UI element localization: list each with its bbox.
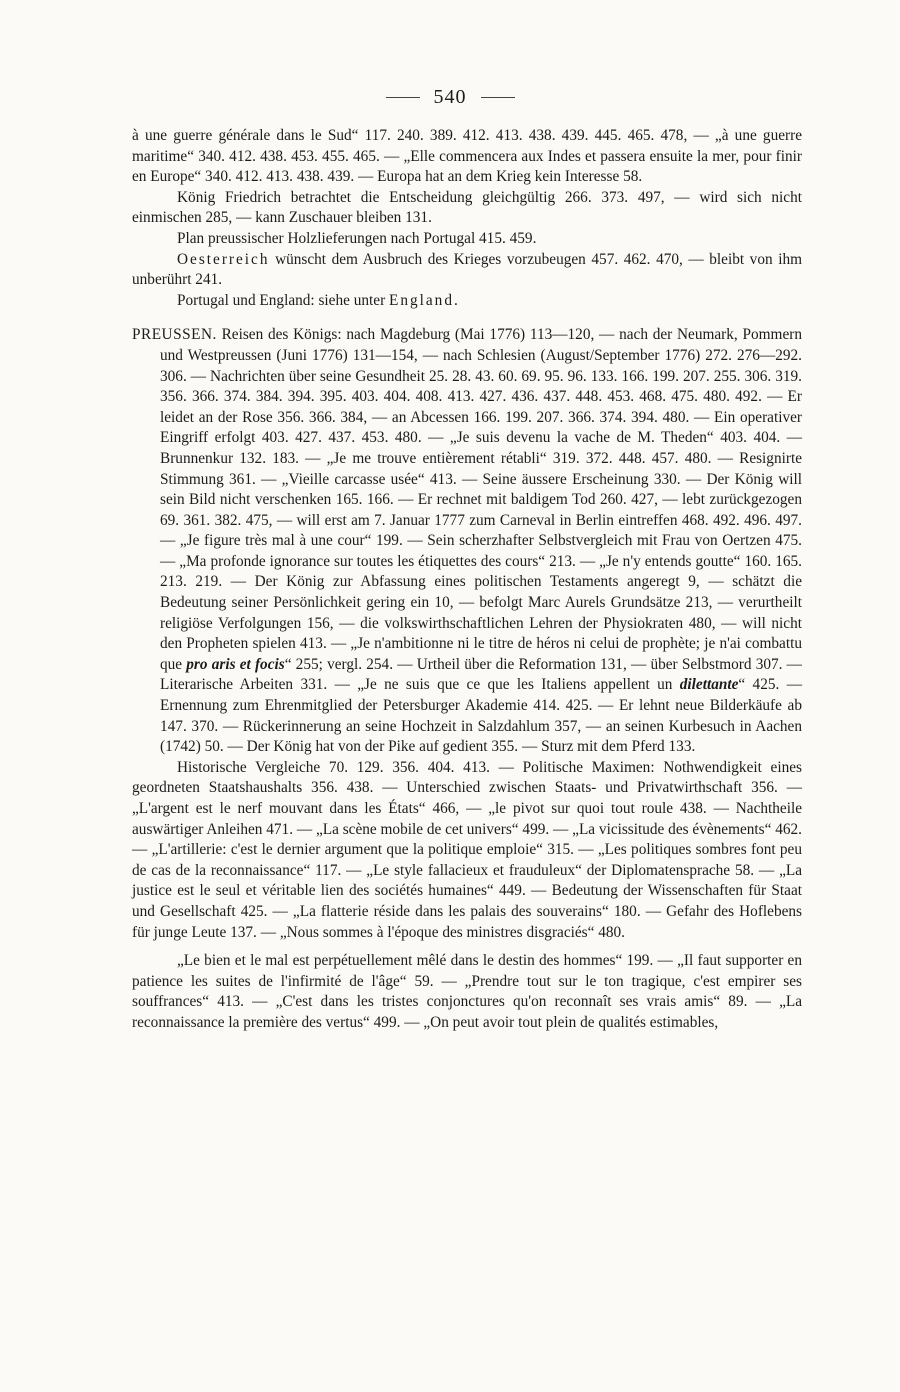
paragraph-historische-vergleiche: Historische Vergleiche 70. 129. 356. 404. 413. — Politische Maximen: Nothwendigkeit eines geordneten Staatshaushalts 356. 438. — Unterschied zwischen Staats- und Privatwirthschaft 356. — „L'argent est le nerf mouvant dans les États“ 466, — „le pivot sur quoi tout roule 438. — Nachtheile auswärtiger Anleihen 471. — „La scène mobile de cet univers“ 499. — „La vicissitude des évènements“ 462. — „L'artillerie: c'est le dernier argument que la politique emploie“ 315. — „Les politiques sombres font peu de cas de la reconnaissance“ 117. — „Le style fallacieux et frauduleux“ der Diplomatensprache 58. — „La justice est le seul et véritable lien des sociétés humaines“ 449. — Bedeutung der Wissenschaften für Staat und Gesellschaft 425. — „La flatterie réside dans les palais des souverains“ 180. — Gefahr des Hoflebens für junge Leute 137. — „Nous sommes à l'époque des ministres disgraciés“ 480. xyxy=(132,758,802,941)
preussen-text-c: “ 425. — Ernennung zum Ehrenmitglied der Petersburger Akademie 414. 425. — Er lehnt neue Bilderkäufe ab 147. 370. — Rückerinnerung an seine Hochzeit in Salzdahlum 357, — an seinen Kurbesuch in Aachen (1742) 50. — Der König hat von der Pike auf gedient 355. — Sturz mit dem Pferd 133. xyxy=(160,676,802,756)
paragraph-gap xyxy=(132,943,802,951)
portugal-end: . xyxy=(453,291,458,309)
oesterreich-heading: Oesterreich xyxy=(177,250,270,268)
paragraph-koenig-friedrich: König Friedrich betrachtet die Entscheidung gleichgültig 266. 373. 497, — wird sich nicht einmischen 285, — kann Zuschauer bleiben 131. xyxy=(132,188,802,227)
portugal-text: Portugal und England: siehe unter xyxy=(177,291,389,309)
paragraph-oesterreich xyxy=(132,250,802,291)
paragraph-portugal-england xyxy=(132,291,802,312)
page-body xyxy=(132,126,802,1034)
preussen-italic-pro-aris: pro aris et focis xyxy=(186,655,285,673)
header-rule-left xyxy=(386,97,420,98)
paragraph-holzlieferungen: Plan preussischer Holzlieferungen nach Portugal 415. 459. xyxy=(177,229,537,247)
page-number: 540 xyxy=(433,86,467,108)
preussen-text-b: “ 255; vergl. 254. — Urtheil über die Reformation 131, — über Selbstmord 307. — Literarische Arbeiten 331. — „Je ne suis que ce que les Italiens appellent un xyxy=(160,655,802,694)
paragraph-continuation: à une guerre générale dans le Sud“ 117. 240. 389. 412. 413. 438. 439. 445. 465. 478, — „à une guerre maritime“ 340. 412. 438. 453. 455. 465. — „Elle commencera aux Indes et passera ensuite la mer, pour finir en Europe“ 340. 412. 413. 438. 439. — Europa hat an dem Krieg kein Interesse 58. xyxy=(132,127,802,186)
entry-heading-preussen: PREUSSEN. xyxy=(132,326,217,344)
preussen-text-a: Reisen des Königs: nach Magdeburg (Mai 1776) 113—120, — nach der Neumark, Pommern und Westpreussen (Juni 1776) 131—154, — nach Schlesien (August/September 1776) 272. 276—292. 306. — Nachrichten über seine Gesundheit 25. 28. 43. 60. 69. 95. 96. 133. 166. 199. 207. 255. 306. 319. 356. 366. 374. 384. 394. 395. 403. 404. 408. 413. 427. 436. 437. 448. 453. 468. 475. 480. 492. — Er leidet an der Rose 356. 366. 384, — an Abcessen 166. 199. 207. 366. 374. 394. 480. — Ein operativer Eingriff erfolgt 403. 427. 437. 453. 480. — „Je suis devenu la vache de M. Theden“ 403. 404. — Brunnenkur 132. 183. — „Je me trouve entièrement rétabli“ 319. 372. 448. 457. 480. — Resignirte Stimmung 361. — „Vieille carcasse usée“ 413. — Seine äussere Erscheinung 330. — Der König will sein Bild nicht verschenken 165. 166. — Er rechnet mit baldigem Tod 260. 427, — lebt zurückgezogen 69. 361. 382. 475, — will erst am 7. Januar 1777 zum Carneval in Berlin eintreffen 468. 492. 496. 497. — „Je figure très mal à une cour“ 199. — Sein scherzhafter Selbstvergleich mit Frau von Oertzen 475. — „Ma profonde ignorance sur toutes les étiquettes des cours“ 213. — „Je n'y entends goutte“ 160. 165. 213. 219. — Der König zur Abfassung eines politischen Testaments angeregt 9, — schätzt die Bedeutung seiner Persönlichkeit gering ein 10, — befolgt Marc Aurels Grundsätze 213, — verurtheilt religiöse Verfolgungen 156, — die volkswirthschaftlichen Lehren der Physiokraten 480, — will nicht den Propheten spielen 413. — „Je n'ambitionne ni le titre de héros ni celui de prophète; je n'ai combattu que xyxy=(160,326,802,673)
preussen-italic-dilettante: dilettante xyxy=(679,676,739,694)
oesterreich-text: wünscht dem Ausbruch des Krieges vorzubeugen 457. 462. 470, — bleibt von ihm unberührt 241. xyxy=(132,250,802,289)
entry-preussen xyxy=(132,325,802,757)
england-reference: England xyxy=(389,291,454,309)
header-rule-right xyxy=(481,97,515,98)
paragraph-le-bien-et-le-mal: „Le bien et le mal est perpétuellement mêlé dans le destin des hommes“ 199. — „Il faut supporter en patience les suites de l'infirmité de l'âge“ 59. — „Prendre tout sur le ton tragique, c'est empirer ses souffrances“ 413. — „C'est dans les tristes conjonctures qu'on reconnaît ses vrais amis“ 89. — „La reconnaissance la première des vertus“ 499. — „On peut avoir tout plein de qualités estimables, xyxy=(132,952,802,1031)
page-header xyxy=(0,86,900,109)
